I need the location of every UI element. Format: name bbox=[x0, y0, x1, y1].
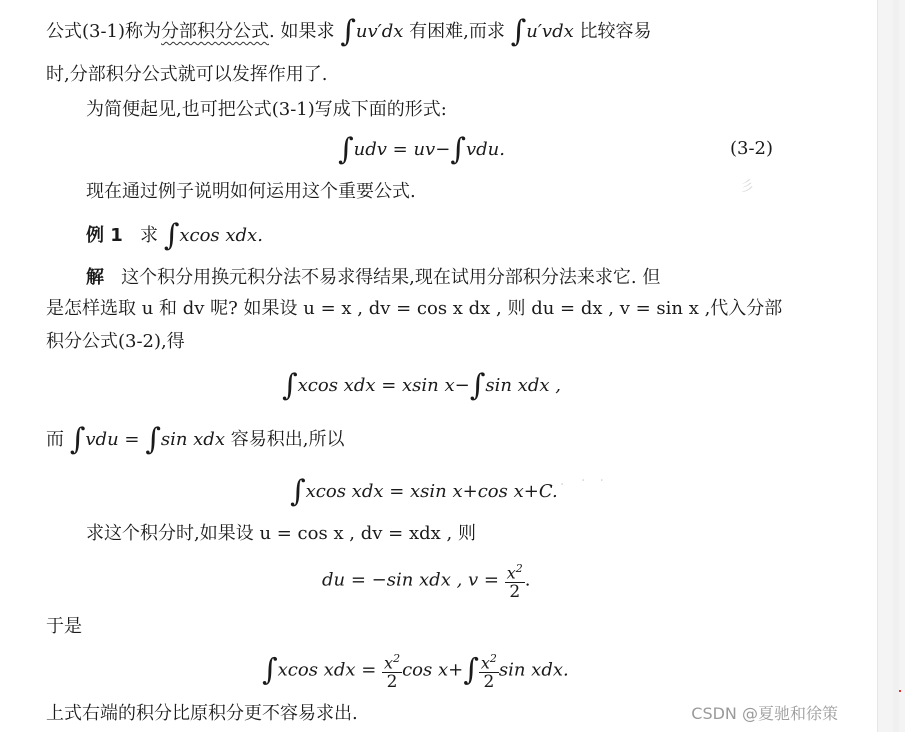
solution-line-2: 是怎样选取 u 和 dv 呢? 如果设 u = x , dv = cos x dx , 则 du = dx , v = sin x ,代入分部 bbox=[46, 298, 783, 319]
integral-sign: ∫ bbox=[145, 422, 161, 457]
integral-sign: ∫ bbox=[450, 132, 466, 167]
csdn-watermark: CSDN @夏驰和徐策 bbox=[691, 704, 838, 723]
integral-sign: ∫ bbox=[282, 368, 298, 403]
fraction-x2-over-2: $\frac{x^2}{2}$ bbox=[506, 562, 523, 603]
integral-sign: ∫ bbox=[340, 14, 356, 49]
integral-sign: ∫ bbox=[290, 474, 306, 509]
example-1-heading: 例 1 求 ∫xcos xdx. bbox=[86, 218, 263, 253]
marker-dot bbox=[899, 690, 901, 692]
paragraph-line-last: 上式右端的积分比原积分更不容易求出. bbox=[46, 703, 358, 724]
integral-sign: ∫ bbox=[463, 652, 479, 688]
paragraph-line-2: 时,分部积分公式就可以发挥作用了. bbox=[46, 64, 328, 85]
solution-line-3: 积分公式(3-2),得 bbox=[46, 331, 185, 352]
scan-ghost: ． · · bbox=[560, 473, 604, 489]
equation-b: ∫xcos xdx = xsin x+cos x+C. bbox=[290, 474, 558, 509]
equation-number: (3-2) bbox=[730, 138, 774, 159]
integral-sign: ∫ bbox=[69, 422, 86, 457]
solution-line-1: 解 这个积分用换元积分法不易求得结果,现在试用分部积分法来求它. 但 bbox=[86, 267, 661, 288]
paragraph-line-yushi: 于是 bbox=[46, 616, 82, 637]
example-label: 例 1 bbox=[86, 225, 123, 246]
solution-label: 解 bbox=[86, 267, 104, 288]
paragraph-line-3: 为简便起见,也可把公式(3-1)写成下面的形式: bbox=[86, 99, 447, 120]
paragraph-line-er: 而 ∫vdu = ∫sin xdx 容易积出,所以 bbox=[46, 422, 345, 457]
integral-sign: ∫ bbox=[262, 652, 278, 688]
integral-sign: ∫ bbox=[469, 368, 486, 403]
integral-sign: ∫ bbox=[163, 218, 180, 253]
paragraph-line-qiu: 求这个积分时,如果设 u = cos x , dv = xdx , 则 bbox=[86, 523, 476, 544]
integral-sign: ∫ bbox=[338, 132, 354, 167]
fraction-x2-over-2: $\frac{x^2}{2}$ bbox=[384, 652, 401, 693]
integral-sign: ∫ bbox=[510, 14, 527, 49]
equation-3-2: ∫udv = uv−∫vdu. bbox=[338, 132, 505, 167]
equation-d: ∫xcos xdx = $\frac{x^2}{2}$ cos x+∫ $\frac{x^2}{2}$ sin xdx. bbox=[262, 652, 569, 693]
equation-a: ∫xcos xdx = xsin x−∫sin xdx , bbox=[282, 368, 561, 403]
term-integration-by-parts: 分部积分公式 bbox=[161, 21, 270, 42]
scrollbar-thumb[interactable] bbox=[893, 0, 899, 732]
scan-ghost: 彡 bbox=[740, 179, 754, 195]
fraction-x2-over-2: $\frac{x^2}{2}$ bbox=[480, 652, 497, 693]
paragraph-line-1: 公式(3-1)称为分部积分公式. 如果求 ∫uv′dx 有困难,而求 ∫u′vdx 比较容易 bbox=[46, 14, 652, 49]
vertical-scrollbar[interactable] bbox=[877, 0, 905, 732]
equation-c: du = −sin xdx , v = $\frac{x^2}{2}$ . bbox=[322, 562, 531, 603]
paragraph-line-4: 现在通过例子说明如何运用这个重要公式. bbox=[86, 181, 416, 202]
